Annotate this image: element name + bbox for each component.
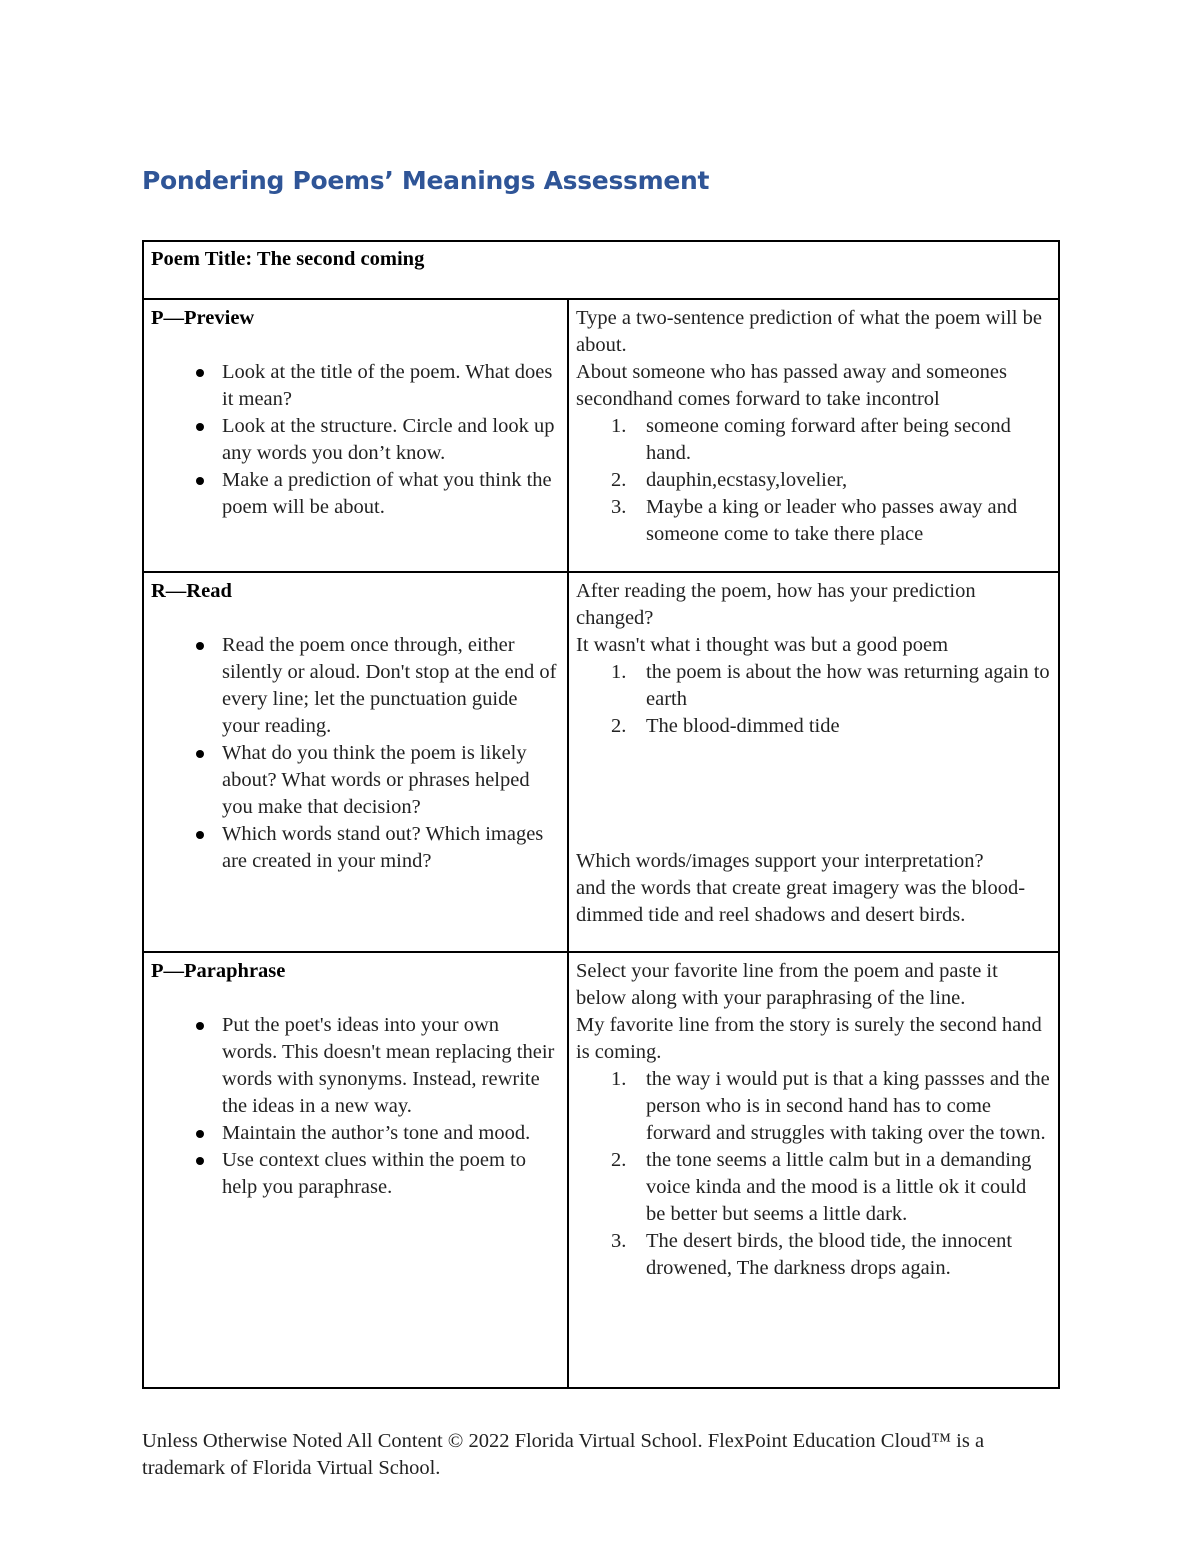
list-item: Put the poet's ideas into your own words. This doesn't mean replacing their words with synonyms. Instead, rewrite the ideas in a new way. xyxy=(151,1012,557,1120)
read-prompt: After reading the poem, how has your prediction changed? xyxy=(576,580,976,629)
preview-response-cell xyxy=(569,300,1058,571)
preview-answer: About someone who has passed away and someones secondhand comes forward to take incontrol xyxy=(576,361,1007,410)
bullet-icon xyxy=(196,1022,204,1030)
paraphrase-instructions-cell xyxy=(144,953,567,1387)
list-item: 2. dauphin,ecstasy,lovelier, xyxy=(611,469,848,491)
preview-instructions-cell xyxy=(144,300,567,571)
list-item: 2. The blood-dimmed tide xyxy=(611,715,840,737)
read-answer: It wasn't what i thought was but a good poem xyxy=(576,634,949,656)
blank-space xyxy=(576,740,1050,848)
read-heading: R—Read xyxy=(151,580,232,602)
read-answer-list xyxy=(576,659,1050,740)
paraphrase-answer-list xyxy=(576,1066,1050,1282)
list-item: What do you think the poem is likely about? What words or phrases helped you make that decision? xyxy=(151,740,557,821)
list-item: Maintain the author’s tone and mood. xyxy=(151,1120,557,1147)
bullet-icon xyxy=(196,1130,204,1138)
read-answer-2: and the words that create great imagery was the blood-dimmed tide and reel shadows and desert birds. xyxy=(576,877,1026,926)
read-prompt-2: Which words/images support your interpretation? xyxy=(576,850,984,872)
list-item: Make a prediction of what you think the poem will be about. xyxy=(151,467,557,521)
preview-heading: P—Preview xyxy=(151,307,255,329)
assessment-table xyxy=(142,240,1060,1389)
list-item: 2. the tone seems a little calm but in a demanding voice kinda and the mood is a little ok it could be better but seems a little dark. xyxy=(611,1149,1032,1225)
paraphrase-bullet-list xyxy=(151,1012,557,1201)
preview-prompt: Type a two-sentence prediction of what the poem will be about. xyxy=(576,307,1042,356)
list-item: 1. someone coming forward after being second hand. xyxy=(611,415,1011,464)
bullet-icon xyxy=(196,423,204,431)
bullet-icon xyxy=(196,1157,204,1165)
list-item: Use context clues within the poem to help you paraphrase. xyxy=(151,1147,557,1201)
bullet-icon xyxy=(196,750,204,758)
poem-title: Poem Title: The second coming xyxy=(151,248,425,270)
preview-answer-list xyxy=(576,413,1050,548)
copyright-footer: Unless Otherwise Noted All Content © 2022 Florida Virtual School. FlexPoint Education Cloud™ is a trademark of Florida Virtual School. xyxy=(142,1430,985,1479)
bullet-icon xyxy=(196,477,204,485)
list-item: Look at the structure. Circle and look up any words you don’t know. xyxy=(151,413,557,467)
page-title: Pondering Poems’ Meanings Assessment xyxy=(142,166,710,195)
paraphrase-answer: My favorite line from the story is surely the second hand is coming. xyxy=(576,1014,1042,1063)
list-item: Which words stand out? Which images are created in your mind? xyxy=(151,821,557,875)
paraphrase-response-cell xyxy=(569,953,1058,1387)
bullet-icon xyxy=(196,642,204,650)
list-item: 3. Maybe a king or leader who passes away and someone come to take there place xyxy=(611,496,1018,545)
paraphrase-prompt: Select your favorite line from the poem and paste it below along with your paraphrasing of the line. xyxy=(576,960,998,1009)
list-item: 1. the way i would put is that a king passses and the person who is in second hand has to come forward and struggles with taking over the town. xyxy=(611,1068,1050,1144)
list-item: 3. The desert birds, the blood tide, the innocent drowened, The darkness drops again. xyxy=(611,1230,1013,1279)
preview-bullet-list xyxy=(151,359,557,521)
bullet-icon xyxy=(196,369,204,377)
list-item: Look at the title of the poem. What does it mean? xyxy=(151,359,557,413)
list-item: 1. the poem is about the how was returning again to earth xyxy=(611,661,1050,710)
paraphrase-heading: P—Paraphrase xyxy=(151,960,286,982)
read-response-cell xyxy=(569,573,1058,951)
list-item: Read the poem once through, either silently or aloud. Don't stop at the end of every line; let the punctuation guide your reading. xyxy=(151,632,557,740)
poem-title-cell xyxy=(144,242,1058,298)
read-bullet-list xyxy=(151,632,557,875)
bullet-icon xyxy=(196,831,204,839)
read-instructions-cell xyxy=(144,573,567,951)
